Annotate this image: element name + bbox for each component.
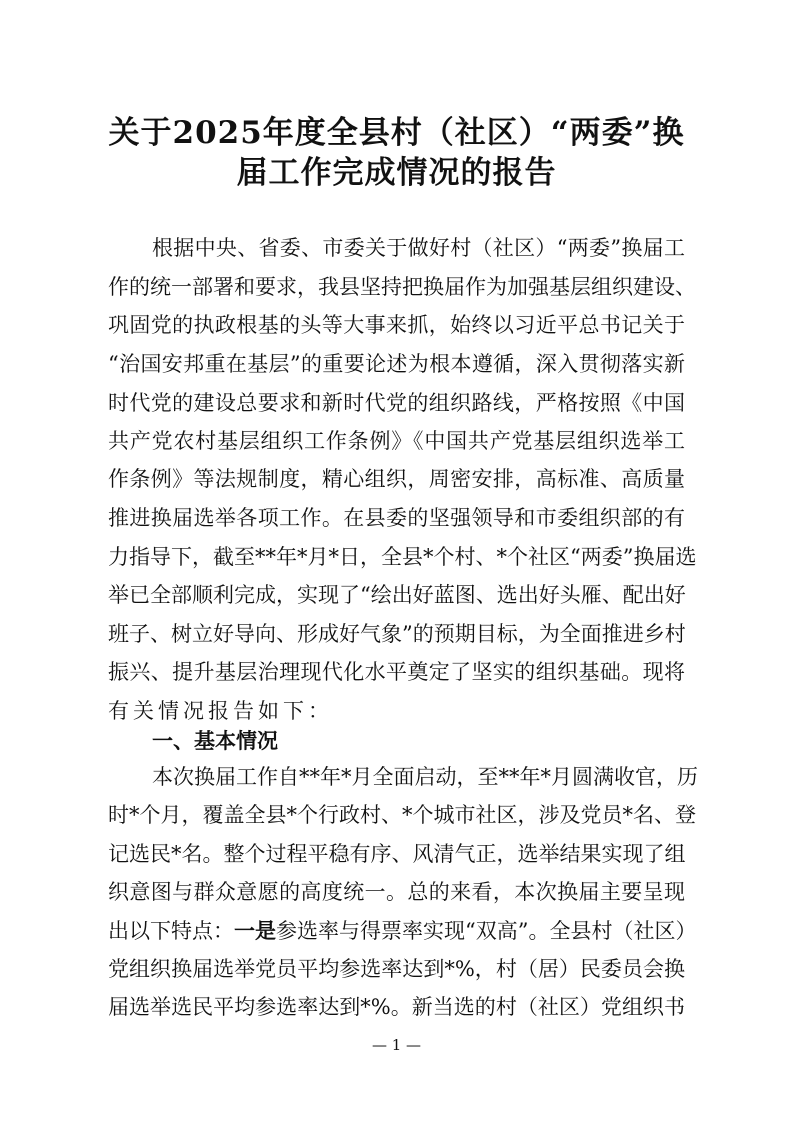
text-line: 记选民*名。整个过程平稳有序、风清气正，选举结果实现了组 [108,842,686,866]
document-title-line-1: 关于2025年度全县村（社区）“两委”换 [108,115,685,151]
text-span: 出以下特点： [108,919,234,943]
text-line: 党组织换届选举党员平均参选率达到*%，村（居）民委员会换 [108,957,685,981]
text-line: 巩固党的执政根基的头等大事来抓，始终以习近平总书记关于 [108,313,685,337]
text-line: 作条例》等法规制度，精心组织，周密安排，高标准、高质量 [108,467,685,491]
section-heading-basic-situation: 一、基本情况 [152,729,278,753]
text-span: 参选率与得票率实现“双高”。全县村（社区） [276,919,697,943]
text-line: 作的统一部署和要求，我县坚持把换届作为加强基层组织建设、 [108,275,696,299]
text-line: 班子、树立好导向、形成好气象”的预期目标，为全面推进乡村 [108,622,686,646]
bold-emphasis: 一是 [234,918,276,943]
text-line: 共产党农村基层组织工作条例》《中国共产党基层组织选举工 [108,429,685,453]
text-line: 时*个月，覆盖全县*个行政村、*个城市社区，涉及党员*名、登 [108,803,696,827]
text-line: 振兴、提升基层治理现代化水平奠定了坚实的组织基础。现将 [108,660,685,684]
text-line: 推进换届选举各项工作。在县委的坚强领导和市委组织部的有 [108,506,685,530]
page-number: — 1 — [371,1036,422,1054]
text-line: 根据中央、省委、市委关于做好村（社区）“两委”换届工 [152,236,685,260]
text-line: 有关情况报告如下： [108,699,333,723]
text-line: 届选举选民平均参选率达到*%。新当选的村（社区）党组织书 [108,995,685,1019]
text-line: 举已全部顺利完成，实现了“绘出好蓝图、选出好头雁、配出好 [108,583,686,607]
text-line: 本次换届工作自**年*月全面启动，至**年*月圆满收官，历 [152,765,698,789]
document-title-line-2: 届工作完成情况的报告 [236,155,557,191]
text-line: “治国安邦重在基层”的重要论述为根本遵循，深入贯彻落实新 [108,352,685,376]
text-line: 织意图与群众意愿的高度统一。总的来看，本次换届主要呈现 [108,880,685,904]
text-line: 时代党的建设总要求和新时代党的组织路线，严格按照《中国 [108,391,685,415]
text-line: 力指导下，截至**年*月*日，全县*个村、*个社区“两委”换届选 [108,545,697,569]
text-line [108,917,697,945]
